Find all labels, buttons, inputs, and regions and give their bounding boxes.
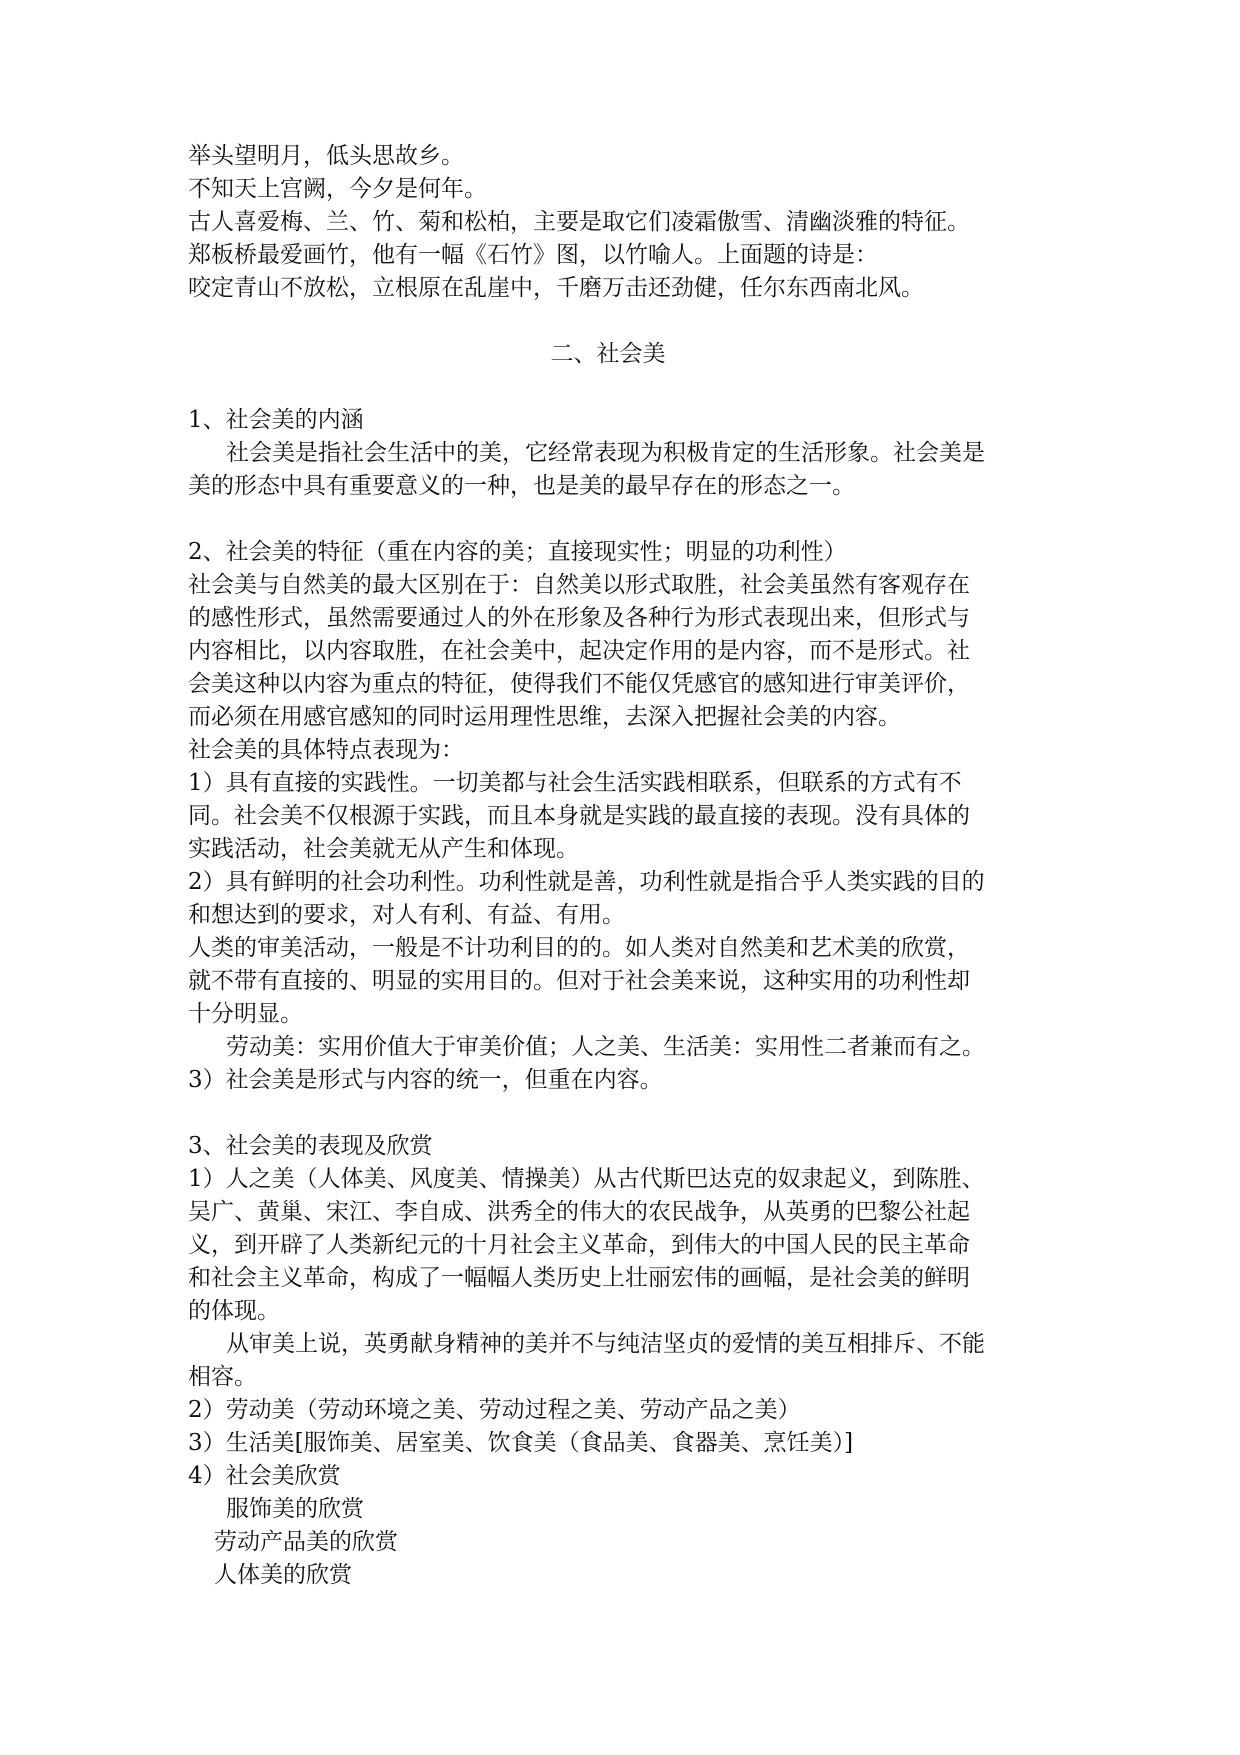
text-line: 同。社会美不仅根源于实践，而且本身就是实践的最直接的表现。没有具体的 xyxy=(188,803,970,829)
section-title: 二、社会美 xyxy=(550,341,666,367)
text-line: 会美这种以内容为重点的特征，使得我们不能仅凭感官的感知进行审美评价， xyxy=(188,671,970,697)
subsection-heading: 1、社会美的内涵 xyxy=(188,407,364,433)
appreciation-item: 劳动产品美的欣赏 xyxy=(214,1529,398,1555)
subsection-heading: 2、社会美的特征（重在内容的美；直接现实性；明显的功利性） xyxy=(188,539,847,565)
text-line: 3）社会美是形式与内容的统一，但重在内容。 xyxy=(188,1067,663,1093)
text-line: 的体现。 xyxy=(188,1298,280,1324)
text-line: 内容相比，以内容取胜，在社会美中，起决定作用的是内容，而不是形式。社 xyxy=(188,638,970,664)
text-line: 3）生活美[服饰美、居室美、饮食美（食品美、食器美、烹饪美）] xyxy=(188,1430,854,1456)
text-line: 古人喜爱梅、兰、竹、菊和松柏，主要是取它们凌霜傲雪、清幽淡雅的特征。 xyxy=(188,209,970,235)
text-line: 1）人之美（人体美、风度美、情操美）从古代斯巴达克的奴隶起义，到陈胜、 xyxy=(188,1166,985,1192)
poem-line: 咬定青山不放松，立根原在乱崖中，千磨万击还劲健，任尔东西南北风。 xyxy=(188,275,924,301)
text-line: 劳动美：实用价值大于审美价值；人之美、生活美：实用性二者兼而有之。 xyxy=(226,1034,985,1060)
subsection-heading: 3、社会美的表现及欣赏 xyxy=(188,1133,433,1159)
text-line: 相容。 xyxy=(188,1364,257,1390)
text-line: 和想达到的要求，对人有利、有益、有用。 xyxy=(188,902,625,928)
text-line: 2）具有鲜明的社会功利性。功利性就是善，功利性就是指合乎人类实践的目的 xyxy=(188,869,985,895)
text-line: 十分明显。 xyxy=(188,1001,303,1027)
text-line: 社会美与自然美的最大区别在于：自然美以形式取胜，社会美虽然有客观存在 xyxy=(188,572,970,598)
text-line: 就不带有直接的、明显的实用目的。但对于社会美来说，这种实用的功利性却 xyxy=(188,968,970,994)
appreciation-item: 服饰美的欣赏 xyxy=(226,1496,364,1522)
text-line: 吴广、黄巢、宋江、李自成、洪秀全的伟大的农民战争，从英勇的巴黎公社起 xyxy=(188,1199,970,1225)
text-line: 4）社会美欣赏 xyxy=(188,1463,341,1489)
appreciation-item: 人体美的欣赏 xyxy=(214,1562,352,1588)
text-line: 和社会主义革命，构成了一幅幅人类历史上壮丽宏伟的画幅，是社会美的鲜明 xyxy=(188,1265,970,1291)
poem-line: 举头望明月，低头思故乡。 xyxy=(188,143,464,169)
text-line: 人类的审美活动，一般是不计功利目的的。如人类对自然美和艺术美的欣赏， xyxy=(188,935,970,961)
text-line: 2）劳动美（劳动环境之美、劳动过程之美、劳动产品之美） xyxy=(188,1397,801,1423)
text-line: 的感性形式，虽然需要通过人的外在形象及各种行为形式表现出来，但形式与 xyxy=(188,605,970,631)
text-line: 社会美的具体特点表现为： xyxy=(188,737,464,763)
text-line: 1）具有直接的实践性。一切美都与社会生活实践相联系，但联系的方式有不 xyxy=(188,770,962,796)
text-line: 从审美上说，英勇献身精神的美并不与纯洁坚贞的爱情的美互相排斥、不能 xyxy=(226,1331,985,1357)
document-page xyxy=(188,140,1068,1592)
poem-line: 不知天上宫阙，今夕是何年。 xyxy=(188,176,487,202)
text-line: 而必须在用感官感知的同时运用理性思维，去深入把握社会美的内容。 xyxy=(188,704,901,730)
text-line: 美的形态中具有重要意义的一种，也是美的最早存在的形态之一。 xyxy=(188,473,855,499)
text-line: 郑板桥最爱画竹，他有一幅《石竹》图，以竹喻人。上面题的诗是： xyxy=(188,242,878,268)
text-line: 实践活动，社会美就无从产生和体现。 xyxy=(188,836,579,862)
text-line: 社会美是指社会生活中的美，它经常表现为积极肯定的生活形象。社会美是 xyxy=(226,440,985,466)
text-line: 义，到开辟了人类新纪元的十月社会主义革命，到伟大的中国人民的民主革命 xyxy=(188,1232,970,1258)
